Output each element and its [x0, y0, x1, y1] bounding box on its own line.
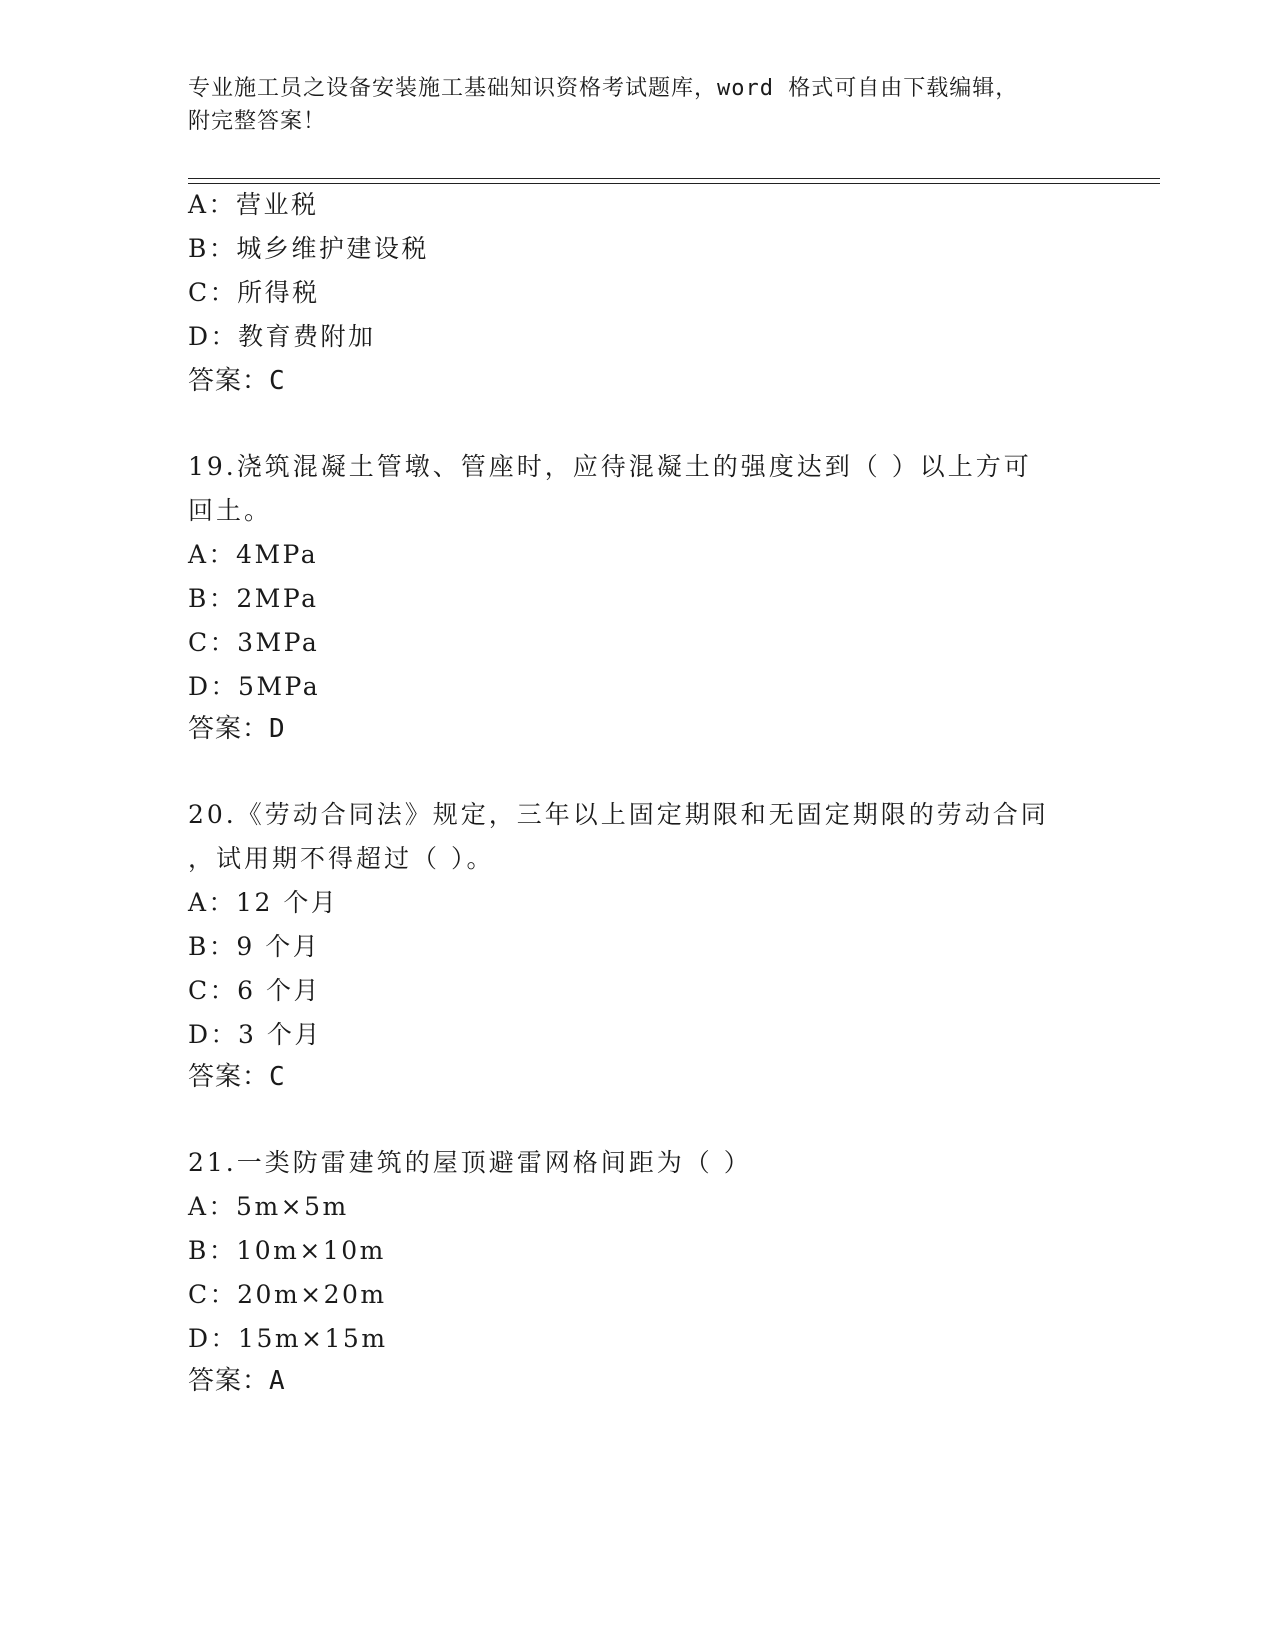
- answer-line: 答案：C: [188, 1062, 286, 1092]
- option-line: D：15m×15m: [188, 1324, 388, 1353]
- question-text: 19.浇筑混凝土管墩、管座时，应待混凝土的强度达到（ ）以上方可: [188, 452, 1032, 481]
- question-text: 21.一类防雷建筑的屋顶避雷网格间距为（ ）: [188, 1148, 752, 1177]
- question-text: 20.《劳动合同法》规定，三年以上固定期限和无固定期限的劳动合同: [188, 800, 1049, 829]
- option-line: D：教育费附加: [188, 322, 376, 351]
- option-line: A：12 个月: [188, 888, 339, 917]
- option-line: D：5MPa: [188, 672, 321, 701]
- question-text: ，试用期不得超过（ ）。: [188, 844, 495, 873]
- answer-line: 答案：A: [188, 1366, 286, 1396]
- option-line: C：所得税: [188, 278, 320, 307]
- document-header: 专业施工员之设备安装施工基础知识资格考试题库，word 格式可自由下载编辑， 附完整答案！: [188, 76, 1019, 134]
- option-line: B：城乡维护建设税: [188, 234, 429, 263]
- header-rule-bottom: [188, 183, 1160, 184]
- answer-line: 答案：C: [188, 366, 286, 396]
- question-text: 回土。: [188, 496, 273, 525]
- option-line: C：20m×20m: [188, 1280, 387, 1309]
- option-line: A：4MPa: [188, 540, 319, 569]
- option-line: B：10m×10m: [188, 1236, 386, 1265]
- option-line: B：2MPa: [188, 584, 319, 613]
- option-line: B：9 个月: [188, 932, 321, 961]
- option-line: A：营业税: [188, 190, 319, 219]
- option-line: D：3 个月: [188, 1020, 322, 1049]
- option-line: C：6 个月: [188, 976, 321, 1005]
- header-rule-top: [188, 178, 1160, 179]
- option-line: C：3MPa: [188, 628, 320, 657]
- answer-line: 答案：D: [188, 714, 286, 744]
- option-line: A：5m×5m: [188, 1192, 349, 1221]
